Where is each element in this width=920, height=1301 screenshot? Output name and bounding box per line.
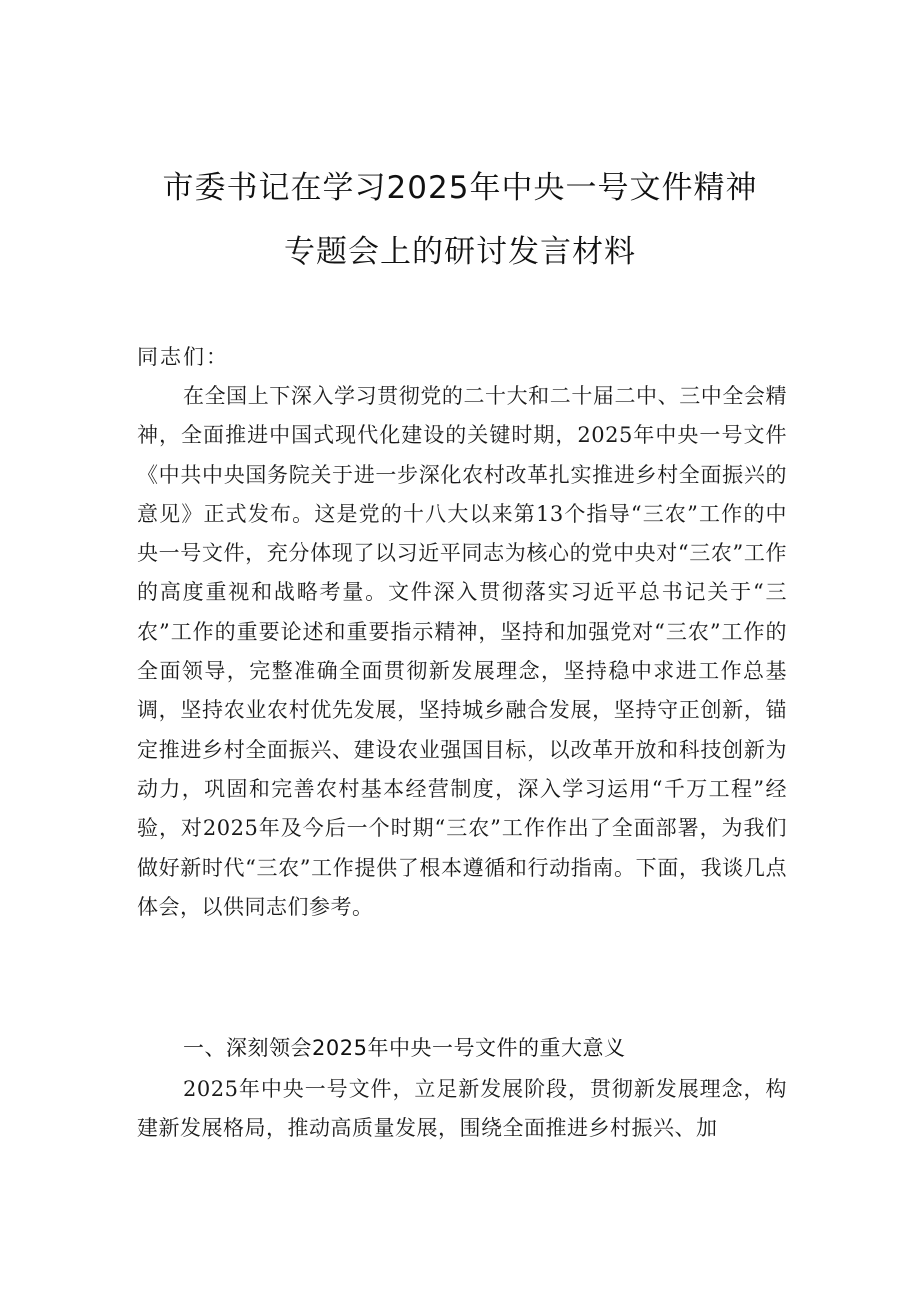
paragraph-intro: 在全国上下深入学习贯彻党的二十大和二十届二中、三中全会精神，全面推进中国式现代化建设的关键时期，2025年中央一号文件《中共中央国务院关于进一步深化农村改革扎实推进乡村全面振兴的意见》正式发布。这是党的十八大以来第13个指导“三农”工作的中央一号文件，充分体现了以习近平同志为核心的党中央对“三农”工作的高度重视和战略考量。文件深入贯彻落实习近平总书记关于“三农”工作的重要论述和重要指示精神，坚持和加强党对“三农”工作的全面领导，完整准确全面贯彻新发展理念，坚持稳中求进工作总基调，坚持农业农村优先发展，坚持城乡融合发展，坚持守正创新，锚定推进乡村全面振兴、建设农业强国目标，以改革开放和科技创新为动力，巩固和完善农村基本经营制度，深入学习运用“千万工程”经验，对2025年及今后一个时期“三农”工作作出了全面部署，为我们做好新时代“三农”工作提供了根本遵循和行动指南。下面，我谈几点体会，以供同志们参考。	[137, 384, 787, 919]
salutation: 同志们：	[137, 345, 229, 369]
paragraph-section-1: 2025年中央一号文件，立足新发展阶段，贯彻新发展理念，构建新发展格局，推动高质量发展，围绕全面推进乡村振兴、加	[137, 1077, 787, 1141]
section-heading-1: 一、深刻领会2025年中央一号文件的重大意义	[183, 1036, 626, 1060]
document-title-line2: 专题会上的研讨发言材料	[284, 234, 636, 270]
document-title-line1: 市委书记在学习2025年中央一号文件精神	[162, 170, 758, 206]
